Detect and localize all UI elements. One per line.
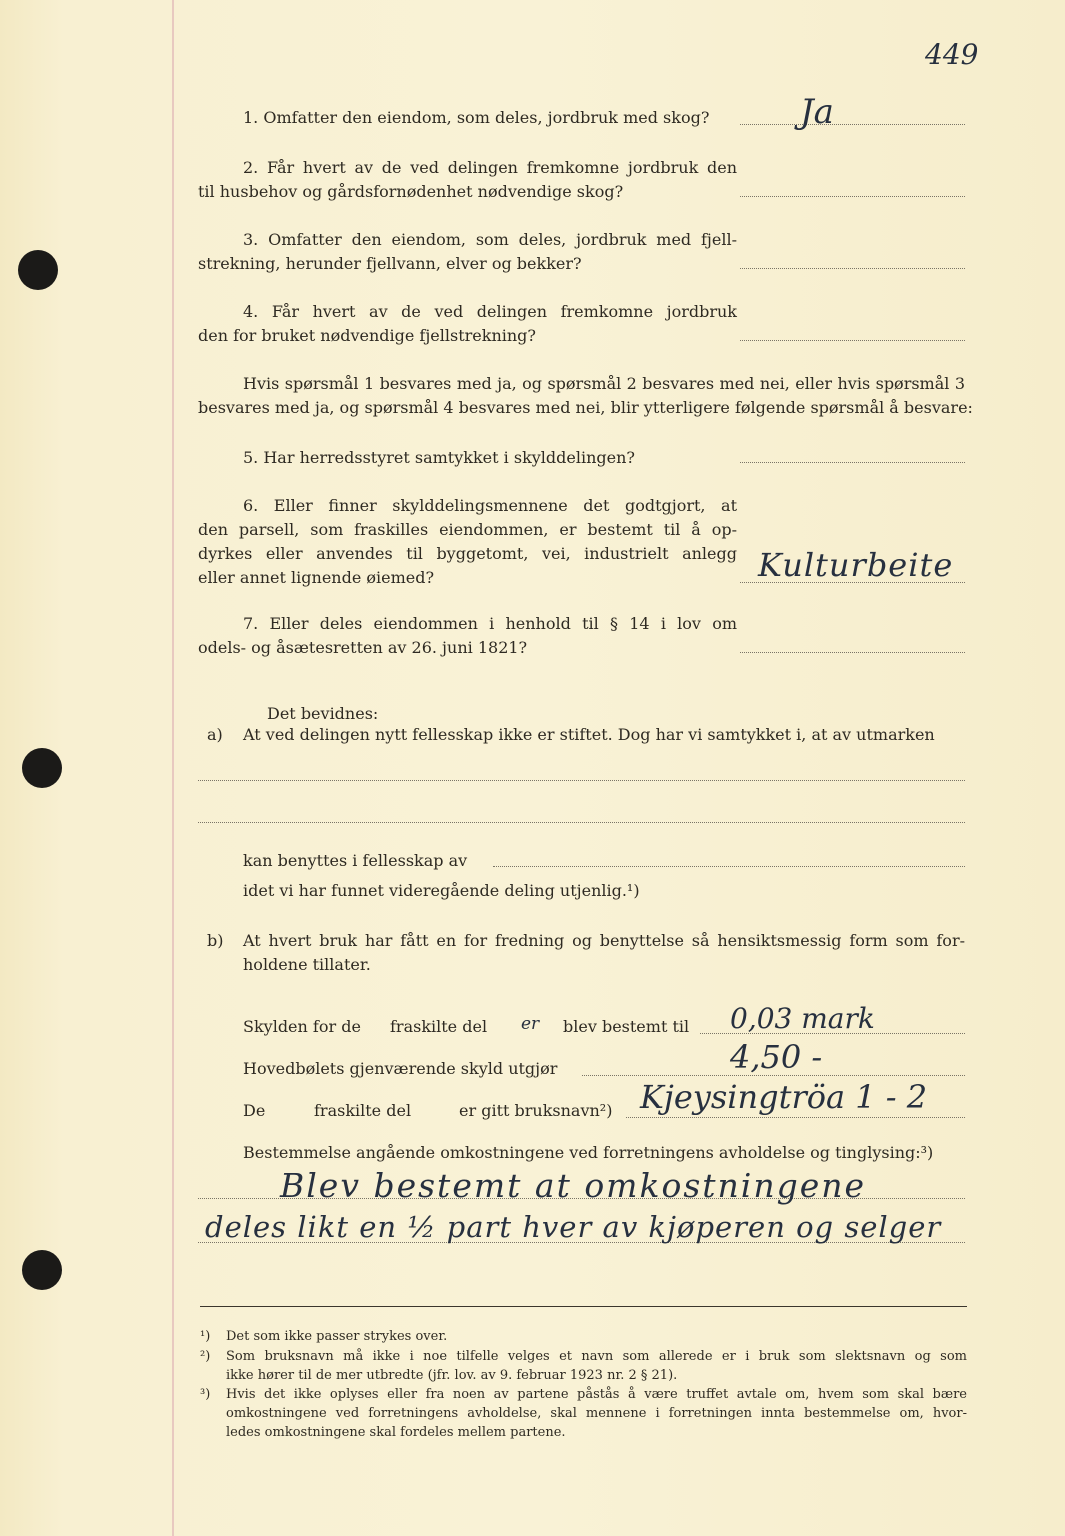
page-number: 449	[925, 38, 979, 71]
condition-line-1: Hvis spørsmål 1 besvares med ja, og spørsmål 2 besvares med nei, eller hvis spørsmål 3	[243, 374, 965, 393]
skyld-label: fraskilte del	[390, 1017, 488, 1036]
footnote-mark: ¹)	[200, 1329, 211, 1344]
fill-line	[198, 780, 965, 781]
answer-line	[740, 652, 965, 653]
answer-6: Kulturbeite	[758, 546, 954, 584]
question-6-line-3: dyrkes eller anvendes til byggetomt, vei, industrielt anlegg	[198, 544, 737, 563]
answer-1: Ja	[800, 92, 834, 132]
skyld-value: 0,03 mark	[730, 1002, 875, 1035]
skyld-suffix: er	[521, 1014, 540, 1034]
question-3-line-2: strekning, herunder fjellvann, elver og bekker?	[198, 254, 582, 273]
question-7-line-1: 7. Eller deles eiendommen i henhold til § 14 i lov om	[243, 614, 737, 633]
answer-line	[740, 124, 965, 125]
question-5: 5. Har herredsstyret samtykket i skylddelingen?	[243, 448, 635, 467]
question-6-line-2: den parsell, som fraskilles eiendommen, er bestemt til å op-	[198, 520, 737, 539]
question-7-line-2: odels- og åsætesretten av 26. juni 1821?	[198, 638, 528, 657]
fill-line	[493, 866, 965, 867]
hoved-label: Hovedbølets gjenværende skyld utgjør	[243, 1059, 558, 1078]
margin-line	[172, 0, 174, 1536]
navn-label: fraskilte del	[314, 1101, 412, 1120]
footnote-2-line-1: Som bruksnavn må ikke i noe tilfelle velges et navn som allerede er i bruk som slektsnavn og som	[226, 1349, 967, 1364]
footnote-mark: ³)	[200, 1387, 211, 1402]
question-1: 1. Omfatter den eiendom, som deles, jordbruk med skog?	[243, 108, 710, 127]
omk-value-2: deles likt en ½ part hver av kjøperen og selger	[205, 1210, 942, 1244]
certify-b-label: b)	[207, 931, 224, 950]
answer-line	[740, 462, 965, 463]
certify-b-line-2: holdene tillater.	[243, 955, 371, 974]
question-2-line-2: til husbehov og gårdsfornødenhet nødvendige skog?	[198, 182, 624, 201]
footnote-rule	[200, 1306, 967, 1307]
footnote-3-line-2: omkostningene ved forretningens avholdelse, skal mennene i forretningen innta bestemmelse om, hvor-	[226, 1406, 967, 1421]
footnote-mark: ²)	[200, 1349, 211, 1364]
answer-line	[740, 196, 965, 197]
question-3-line-1: 3. Omfatter den eiendom, som deles, jordbruk med fjell-	[243, 230, 737, 249]
footnote-3-line-3: ledes omkostningene skal fordeles mellem partene.	[226, 1425, 566, 1440]
omk-label: Bestemmelse angående omkostningene ved forretningens avholdelse og tinglysing:³)	[243, 1143, 934, 1162]
condition-line-2: besvares med ja, og spørsmål 4 besvares med nei, blir ytterligere følgende spørsmål å besvare:	[198, 398, 973, 417]
answer-line	[740, 268, 965, 269]
question-6-line-4: eller annet lignende øiemed?	[198, 568, 435, 587]
skyld-label: Skylden for de	[243, 1017, 361, 1036]
footnote-3-line-1: Hvis det ikke oplyses eller fra noen av partene påstås å være truffet avtale om, hvem som skal bære	[226, 1387, 967, 1402]
hoved-value: 4,50 -	[730, 1038, 823, 1076]
punch-hole	[18, 250, 58, 290]
certify-heading: Det bevidnes:	[267, 704, 379, 723]
question-2-line-1: 2. Får hvert av de ved delingen fremkomne jordbruk den	[243, 158, 737, 177]
certify-a-label: a)	[207, 725, 223, 744]
fill-line	[626, 1117, 965, 1118]
footnote-1: Det som ikke passer strykes over.	[226, 1329, 448, 1344]
navn-label: De	[243, 1101, 266, 1120]
punch-hole	[22, 748, 62, 788]
navn-value: Kjeysingtröa 1 - 2	[640, 1078, 928, 1116]
footnote-2-line-2: ikke hører til de mer utbredte (jfr. lov. av 9. februar 1923 nr. 2 § 21).	[226, 1368, 678, 1383]
question-4-line-1: 4. Får hvert av de ved delingen fremkomne jordbruk	[243, 302, 737, 321]
question-6-line-1: 6. Eller finner skylddelingsmennene det godtgjort, at	[243, 496, 737, 515]
further-division-text: idet vi har funnet videregående deling utjenlig.¹)	[243, 881, 640, 900]
skyld-label: blev bestemt til	[563, 1017, 690, 1036]
navn-label: er gitt bruksnavn²)	[459, 1101, 613, 1120]
omk-value-1: Blev bestemt at omkostningene	[280, 1166, 867, 1205]
certify-b-line-1: At hvert bruk har fått en for fredning og benyttelse så hensiktsmessig form som for-	[243, 931, 965, 950]
fill-line	[198, 822, 965, 823]
question-4-line-2: den for bruket nødvendige fjellstrekning?	[198, 326, 536, 345]
punch-hole	[22, 1250, 62, 1290]
shared-use-label: kan benyttes i fellesskap av	[243, 851, 468, 870]
answer-line	[740, 340, 965, 341]
certify-a-text: At ved delingen nytt fellesskap ikke er stiftet. Dog har vi samtykket i, at av utmarken	[243, 725, 935, 744]
